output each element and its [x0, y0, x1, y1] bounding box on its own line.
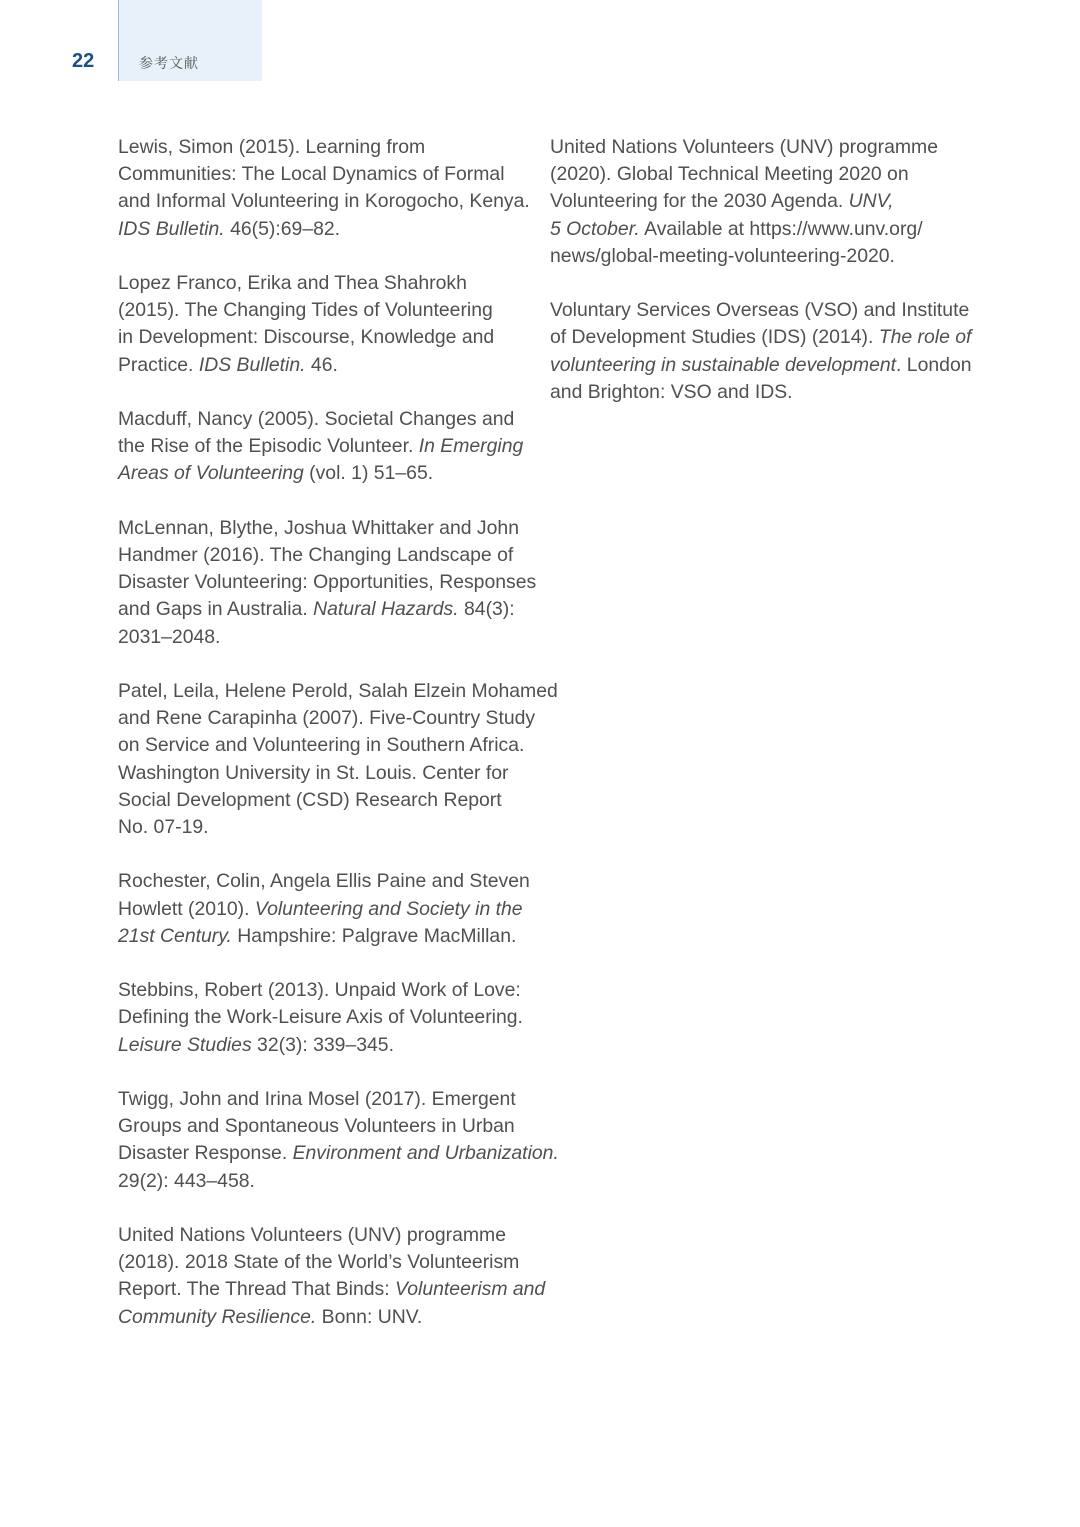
reference-line: Communities: The Local Dynamics of Formal — [118, 163, 505, 186]
reference-entry — [550, 134, 970, 270]
reference-line: of Development Studies (IDS) (2014). The role of — [550, 326, 972, 349]
reference-line: 2031–2048. — [118, 625, 221, 648]
reference-line: United Nations Volunteers (UNV) programme — [118, 1224, 506, 1246]
reference-line: Macduff, Nancy (2005). Societal Changes and — [118, 408, 515, 430]
reference-line: Washington University in St. Louis. Center for — [118, 761, 509, 784]
reference-line: Rochester, Colin, Angela Ellis Paine and Steven — [118, 870, 530, 893]
reference-line: 5 October. Available at https://www.unv.org/ — [550, 217, 923, 240]
reference-line: Report. The Thread That Binds: Volunteerism and — [118, 1278, 546, 1301]
reference-line: IDS Bulletin. 46(5):69–82. — [118, 217, 341, 240]
reference-line: No. 07-19. — [118, 816, 209, 839]
reference-line: Lewis, Simon (2015). Learning from — [118, 136, 426, 158]
reference-line: Voluntary Services Overseas (VSO) and Institute — [550, 299, 970, 322]
reference-line: Howlett (2010). Volunteering and Society in the — [118, 897, 523, 920]
reference-line: Groups and Spontaneous Volunteers in Urban — [118, 1115, 515, 1138]
reference-entry — [118, 270, 533, 379]
reference-line: the Rise of the Episodic Volunteer. In Emerging — [118, 435, 524, 458]
reference-line: Disaster Response. Environment and Urbanization. — [118, 1142, 559, 1165]
reference-entry — [118, 977, 533, 1059]
reference-line: Volunteering for the 2030 Agenda. UNV, — [550, 190, 894, 213]
reference-line: Practice. IDS Bulletin. 46. — [118, 353, 338, 376]
references-column-right — [550, 134, 970, 433]
reference-line: news/global-meeting-volunteering-2020. — [550, 244, 895, 267]
page-number: 22 — [72, 50, 95, 72]
reference-line: on Service and Volunteering in Southern Africa. — [118, 734, 525, 757]
reference-line: and Informal Volunteering in Korogocho, Kenya. — [118, 190, 530, 213]
reference-line: 29(2): 443–458. — [118, 1169, 255, 1192]
reference-entry — [118, 678, 558, 841]
reference-line: and Brighton: VSO and IDS. — [550, 380, 793, 403]
section-label: 参考文献 — [139, 55, 199, 71]
reference-line: Handmer (2016). The Changing Landscape of — [118, 544, 514, 566]
reference-line: (2018). 2018 State of the World’s Volunteerism — [118, 1251, 520, 1274]
reference-line: Leisure Studies 32(3): 339–345. — [118, 1033, 394, 1056]
reference-line: Areas of Volunteering (vol. 1) 51–65. — [118, 462, 434, 485]
reference-entry — [118, 406, 533, 488]
reference-line: volunteering in sustainable development. London — [550, 353, 972, 376]
reference-line: Community Resilience. Bonn: UNV. — [118, 1305, 423, 1328]
reference-line: Stebbins, Robert (2013). Unpaid Work of Love: — [118, 979, 521, 1002]
reference-line: (2015). The Changing Tides of Volunteering — [118, 299, 493, 322]
reference-line: (2020). Global Technical Meeting 2020 on — [550, 163, 909, 186]
reference-line: Defining the Work-Leisure Axis of Volunteering. — [118, 1006, 523, 1029]
reference-line: United Nations Volunteers (UNV) programme — [550, 136, 938, 158]
reference-line: McLennan, Blythe, Joshua Whittaker and John — [118, 516, 519, 539]
reference-line: and Rene Carapinha (2007). Five-Country Study — [118, 707, 536, 730]
reference-line: in Development: Discourse, Knowledge and — [118, 326, 495, 349]
reference-line: Lopez Franco, Erika and Thea Shahrokh — [118, 272, 467, 294]
reference-line: and Gaps in Australia. Natural Hazards. 84(3): — [118, 598, 515, 621]
reference-line: Twigg, John and Irina Mosel (2017). Emergent — [118, 1088, 516, 1110]
reference-line: Social Development (CSD) Research Report — [118, 788, 502, 811]
references-column-left — [118, 134, 559, 1358]
reference-line: 21st Century. Hampshire: Palgrave MacMillan. — [118, 924, 517, 947]
reference-line: Disaster Volunteering: Opportunities, Responses — [118, 571, 537, 594]
reference-line: Patel, Leila, Helene Perold, Salah Elzein Mohamed — [118, 680, 558, 702]
reference-entry — [118, 868, 533, 950]
reference-entry — [118, 1222, 546, 1331]
reference-entry — [118, 1086, 559, 1195]
reference-entry — [118, 134, 533, 243]
reference-entry — [118, 515, 537, 651]
reference-entry — [550, 297, 970, 406]
